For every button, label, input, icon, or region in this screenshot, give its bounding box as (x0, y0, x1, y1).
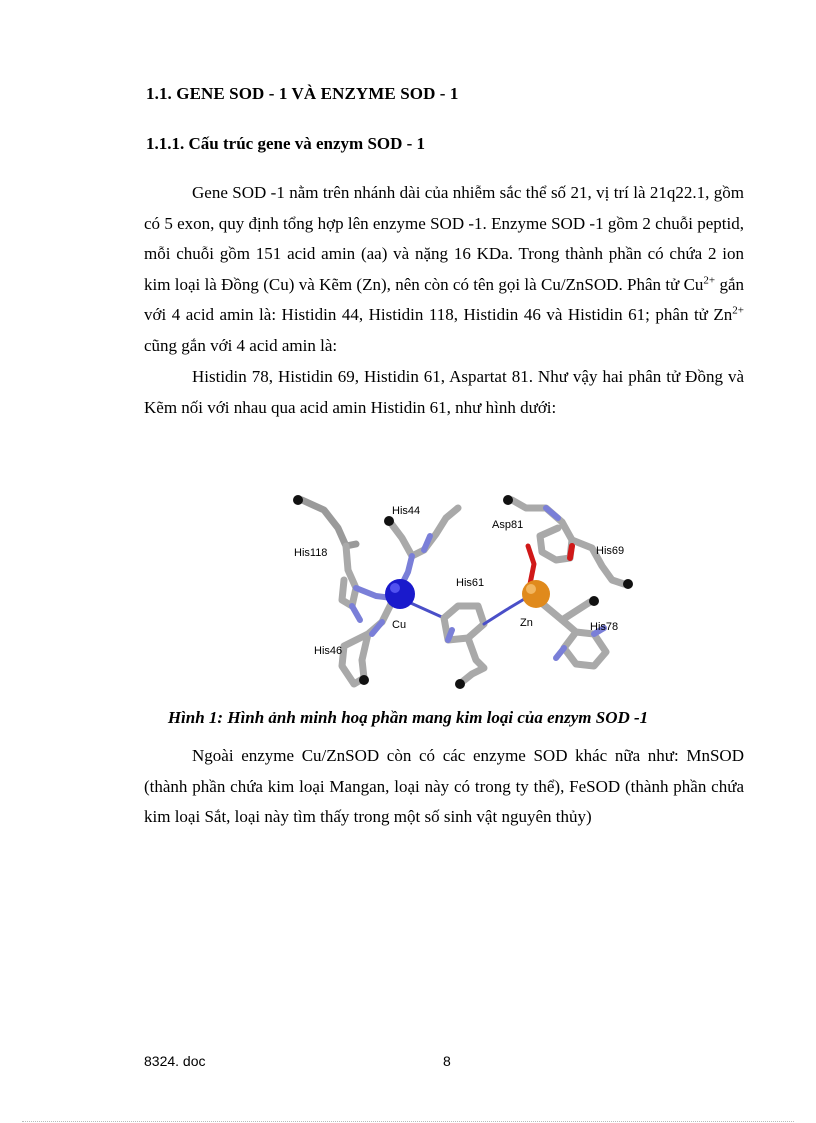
label-his69: His69 (596, 545, 625, 557)
paragraph-text: Ngoài enzyme Cu/ZnSOD còn có các enzyme SOD khác nữa như: MnSOD (thành phần chứa kim loại Mangan, loại này có trong ty thể), FeSOD (thành phần chứa kim loại Sắt, loại này tìm thấy trong một số sinh vật nguyên thủy) (144, 746, 744, 827)
label-his44: His44 (392, 505, 421, 517)
copper-ion (385, 579, 415, 609)
label-his118: His118 (294, 547, 328, 559)
his44-residue (384, 508, 458, 584)
paragraph-gene-structure (144, 178, 744, 362)
label-asp81: Asp81 (492, 519, 524, 531)
label-zn: Zn (520, 617, 533, 629)
his46-residue (342, 598, 394, 685)
superscript: 2+ (703, 274, 716, 287)
label-his78: His78 (590, 621, 619, 633)
paragraph-text: gắn với 4 acid amin là: Histidin 44, Histidin 118, Histidin 46 và Histidin 61; phân tử Zn (144, 274, 745, 325)
label-his46: His46 (314, 645, 343, 657)
paragraph-other-sod (144, 741, 744, 833)
zinc-ion (522, 580, 550, 608)
paragraph-text: Gene SOD -1 nằm trên nhánh dài của nhiễm sắc thể số 21, vị trí là 21q22.1, gồm có 5 exon, quy định tổng hợp lên enzyme SOD -1. Enzyme SOD -1 gồm 2 chuỗi peptid, mỗi chuỗi gồm 151 acid amin (aa) và nặng 16 KDa. Trong thành phần có chứa 2 ion kim loại là Đồng (Cu) và Kẽm (Zn), nên còn có tên gọi là Cu/ZnSOD. Phân tử Cu (144, 183, 744, 294)
section-heading: 1.1. GENE SOD - 1 VÀ ENZYME SOD - 1 (146, 84, 459, 103)
page-bottom-divider (22, 1121, 794, 1122)
subsection-heading: 1.1.1. Cấu trúc gene và enzym SOD - 1 (146, 134, 426, 153)
paragraph-copper-zinc (144, 362, 744, 423)
footer-page-number: 8 (443, 1053, 451, 1069)
label-cu: Cu (392, 619, 407, 631)
his61-residue (404, 598, 526, 689)
label-his61: His61 (456, 577, 485, 589)
footer-filename: 8324. doc (144, 1053, 206, 1069)
superscript: 2+ (732, 304, 744, 317)
paragraph-text: cũng gắn với 4 acid amin là: (144, 335, 338, 355)
metal-binding-site-figure (272, 488, 662, 698)
figure-caption: Hình 1: Hình ảnh minh hoạ phần mang kim loại của enzym SOD -1 (167, 708, 649, 727)
paragraph-text: Histidin 78, Histidin 69, Histidin 61, Aspartat 81. Như vậy hai phân tử Đồng và Kẽm nối với nhau qua acid amin Histidin 61, như hình dưới: (144, 367, 744, 417)
